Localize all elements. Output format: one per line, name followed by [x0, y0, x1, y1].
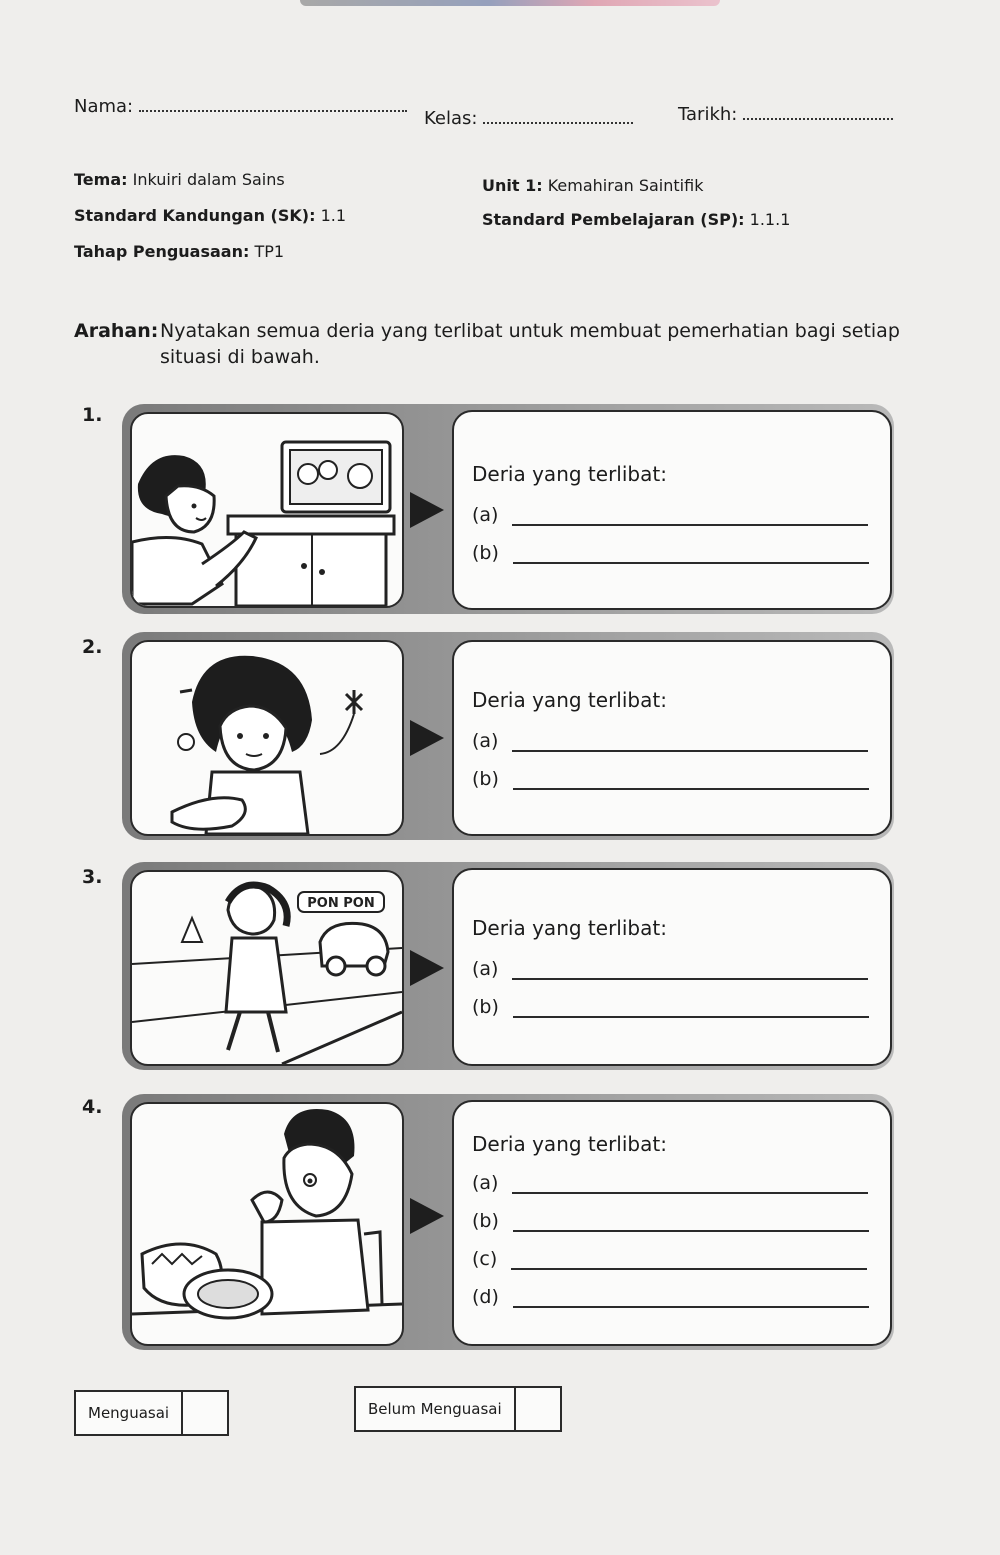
- boy-watching-tv-image: [132, 414, 402, 606]
- kelas-field[interactable]: [424, 108, 633, 129]
- nama-field[interactable]: [74, 96, 407, 117]
- answer-blank[interactable]: [513, 546, 869, 564]
- question-1-number: 1.: [82, 404, 103, 426]
- tarikh-blank[interactable]: [743, 104, 893, 120]
- tema-label: Tema:: [74, 170, 128, 189]
- question-2-number: 2.: [82, 636, 103, 658]
- line-label: (d): [472, 1286, 499, 1308]
- question-3-illustration: [130, 870, 404, 1066]
- sound-text: PON PON: [307, 896, 375, 911]
- instruction: [74, 318, 904, 368]
- tp-line: [74, 242, 284, 261]
- question-4-answer-c[interactable]: [472, 1248, 867, 1270]
- question-3-answer-box: [452, 868, 892, 1066]
- question-4-prompt: Deria yang terlibat:: [472, 1132, 667, 1156]
- question-1-prompt: Deria yang terlibat:: [472, 462, 667, 486]
- line-label: (a): [472, 730, 499, 752]
- question-4-answer-d[interactable]: [472, 1286, 869, 1308]
- belum-menguasai-checkbox[interactable]: [516, 1388, 560, 1430]
- sp-label: Standard Pembelajaran (SP):: [482, 210, 745, 229]
- tarikh-label: Tarikh:: [678, 104, 738, 125]
- instruction-text: Nyatakan semua deria yang terlibat untuk membuat pemerhatian bagi setiap situasi di bawah.: [160, 320, 900, 368]
- question-3-number: 3.: [82, 866, 103, 888]
- answer-blank[interactable]: [513, 772, 869, 790]
- question-2-prompt: Deria yang terlibat:: [472, 688, 667, 712]
- answer-blank[interactable]: [512, 508, 868, 526]
- answer-blank[interactable]: [513, 1290, 869, 1308]
- question-4-illustration: [130, 1102, 404, 1346]
- line-label: (b): [472, 542, 499, 564]
- top-decoration: [300, 0, 720, 6]
- line-label: (b): [472, 768, 499, 790]
- boy-eating-durian-image: [132, 1104, 402, 1344]
- tema-value: Inkuiri dalam Sains: [132, 170, 285, 189]
- line-label: (a): [472, 1172, 499, 1194]
- tarikh-field[interactable]: [678, 104, 893, 125]
- question-3-answer-a[interactable]: [472, 958, 868, 980]
- kelas-blank[interactable]: [483, 108, 633, 124]
- tema-line: [74, 170, 285, 189]
- question-3-answer-b[interactable]: [472, 996, 869, 1018]
- question-4-answer-a[interactable]: [472, 1172, 868, 1194]
- answer-blank[interactable]: [513, 1214, 869, 1232]
- unit-label: Unit 1:: [482, 176, 543, 195]
- kelas-label: Kelas:: [424, 108, 478, 129]
- nama-blank[interactable]: [139, 96, 407, 112]
- line-label: (a): [472, 958, 499, 980]
- answer-blank[interactable]: [511, 1252, 867, 1270]
- question-4-answer-b[interactable]: [472, 1210, 869, 1232]
- unit-line: [482, 176, 703, 195]
- question-1-answer-a[interactable]: [472, 504, 868, 526]
- question-3-prompt: Deria yang terlibat:: [472, 916, 667, 940]
- question-1-arrow-icon: [410, 492, 444, 528]
- question-1-answer-box: [452, 410, 892, 610]
- question-1-illustration: [130, 412, 404, 608]
- question-2-answer-box: [452, 640, 892, 836]
- answer-blank[interactable]: [512, 962, 868, 980]
- answer-blank[interactable]: [512, 734, 868, 752]
- girl-crossing-road-image: [132, 872, 402, 1064]
- answer-blank[interactable]: [513, 1000, 869, 1018]
- unit-value: Kemahiran Saintifik: [547, 176, 704, 195]
- line-label: (a): [472, 504, 499, 526]
- sk-value: 1.1: [320, 206, 347, 225]
- sp-value: 1.1.1: [749, 210, 791, 229]
- line-label: (c): [472, 1248, 498, 1270]
- girl-startled-image: [132, 642, 402, 834]
- answer-blank[interactable]: [512, 1176, 868, 1194]
- sk-line: [74, 206, 346, 225]
- line-label: (b): [472, 996, 499, 1018]
- menguasai-label: Menguasai: [76, 1392, 183, 1434]
- menguasai-checkbox[interactable]: [183, 1392, 227, 1434]
- tp-value: TP1: [254, 242, 285, 261]
- question-2-answer-a[interactable]: [472, 730, 868, 752]
- question-2-illustration: [130, 640, 404, 836]
- question-1-answer-b[interactable]: [472, 542, 869, 564]
- question-4-number: 4.: [82, 1096, 103, 1118]
- question-4-arrow-icon: [410, 1198, 444, 1234]
- belum-menguasai-label: Belum Menguasai: [356, 1388, 516, 1430]
- sp-line: [482, 210, 790, 229]
- menguasai-box[interactable]: [74, 1390, 229, 1436]
- question-3-arrow-icon: [410, 950, 444, 986]
- question-4-answer-box: [452, 1100, 892, 1346]
- instruction-label: Arahan:: [74, 320, 159, 342]
- question-2-answer-b[interactable]: [472, 768, 869, 790]
- tp-label: Tahap Penguasaan:: [74, 242, 250, 261]
- nama-label: Nama:: [74, 96, 134, 117]
- question-2-arrow-icon: [410, 720, 444, 756]
- line-label: (b): [472, 1210, 499, 1232]
- sk-label: Standard Kandungan (SK):: [74, 206, 316, 225]
- belum-menguasai-box[interactable]: [354, 1386, 562, 1432]
